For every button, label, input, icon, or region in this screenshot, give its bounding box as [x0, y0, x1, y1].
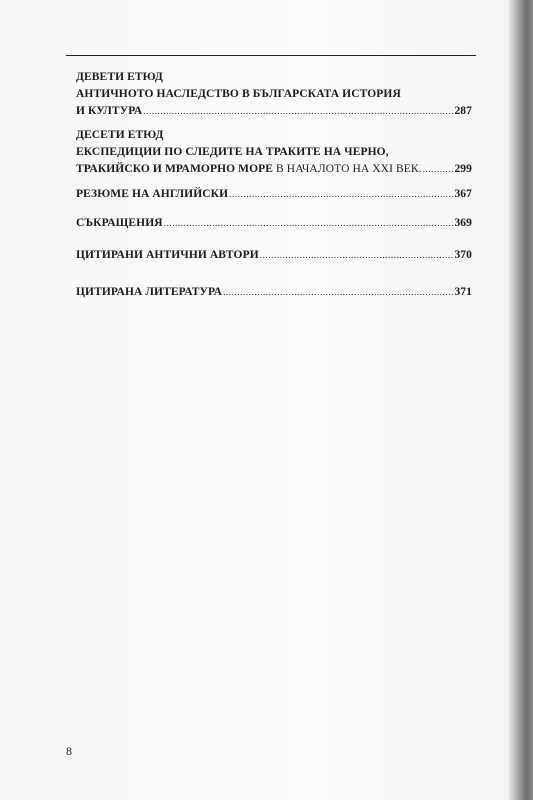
- toc-entry-title: РЕЗЮМЕ НА АНГЛИЙСКИ: [76, 188, 229, 200]
- toc-entry-title: АНТИЧНОТО НАСЛЕДСТВО В БЪЛГАРСКАТА ИСТОРИЯ: [76, 88, 401, 100]
- dot-leader: [229, 186, 453, 203]
- toc-entry-label: ДЕВЕТИ ЕТЮД: [76, 71, 163, 83]
- toc-entry-title: ЦИТИРАНИ АНТИЧНИ АВТОРИ: [76, 249, 259, 261]
- toc-entry-abbreviations: [76, 215, 472, 232]
- toc-page-number: 287: [454, 105, 472, 117]
- dot-leader: [423, 161, 454, 178]
- toc-entry-leader-line: [76, 215, 472, 232]
- toc-page-number: 299: [454, 163, 472, 175]
- dot-leader: [260, 247, 454, 264]
- toc-entry-title-continued: И КУЛТУРА: [76, 105, 143, 117]
- toc-entry-summary: [76, 186, 472, 203]
- toc-page-number: 369: [454, 217, 472, 229]
- spine-shadow: [511, 0, 533, 800]
- page-number: 8: [66, 744, 72, 758]
- toc-entry-leader-line: [76, 247, 472, 264]
- toc-entry-leader-line: [76, 103, 472, 120]
- toc-entry-title: СЪКРАЩЕНИЯ: [76, 217, 163, 229]
- toc-entry-title: ЦИТИРАНА ЛИТЕРАТУРА: [76, 286, 223, 298]
- toc-entry-label: ДЕСЕТИ ЕТЮД: [76, 129, 164, 141]
- toc-entry-tenth-etude: [76, 127, 472, 178]
- toc-entry-title: ЕКСПЕДИЦИИ ПО СЛЕДИТЕ НА ТРАКИТЕ НА ЧЕРНО,: [76, 146, 389, 158]
- toc-page-number: 370: [454, 249, 472, 261]
- toc-page-number: 371: [454, 286, 472, 298]
- toc-entry-leader-line: [76, 284, 472, 301]
- toc-entry-literature: [76, 284, 472, 301]
- toc-entry-title-continued: [76, 161, 422, 178]
- dot-leader: [223, 284, 453, 301]
- header-rule: [66, 55, 476, 56]
- toc-entry-ninth-etude: [76, 69, 472, 120]
- dot-leader: [143, 103, 453, 120]
- toc-entry-title-normal-part: В НАЧАЛОТО НА XXI ВЕК.: [273, 163, 422, 175]
- toc-entry-ancient-authors: [76, 247, 472, 264]
- toc-entry-title-bold-part: ТРАКИЙСКО И МРАМОРНО МОРЕ: [76, 163, 274, 175]
- dot-leader: [164, 215, 454, 232]
- toc-entry-leader-line: [76, 161, 472, 178]
- toc-page-number: 367: [454, 188, 472, 200]
- toc-entry-leader-line: [76, 186, 472, 203]
